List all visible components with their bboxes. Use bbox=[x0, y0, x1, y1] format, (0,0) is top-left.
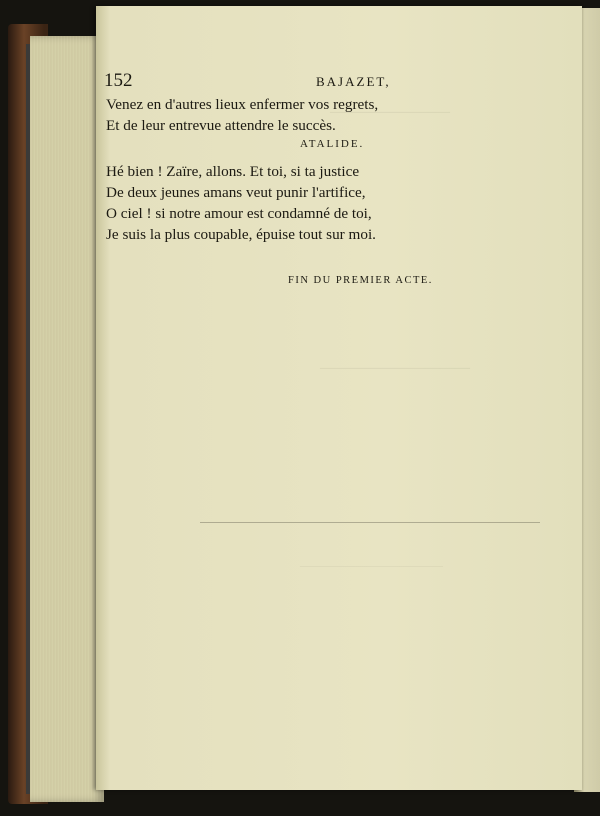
page-edges bbox=[30, 36, 104, 802]
bleed-through-text: —————————— bbox=[320, 360, 470, 376]
verse-line: Et de leur entrevue attendre le succès. bbox=[106, 117, 336, 134]
page-number: 152 bbox=[104, 70, 133, 91]
verse-line: Hé bien ! Zaïre, allons. Et toi, si ta justice bbox=[106, 163, 360, 180]
end-of-act-label: FIN DU PREMIER ACTE. bbox=[288, 275, 433, 286]
footnote-rule-bleed bbox=[200, 522, 540, 523]
bleed-through-text: ———————— bbox=[330, 104, 450, 120]
verse-line: De deux jeunes amans veut punir l'artifice, bbox=[106, 184, 366, 201]
verse-line: O ciel ! si notre amour est condamné de toi, bbox=[106, 205, 372, 222]
bleed-through-text: ————————————— bbox=[300, 560, 443, 572]
verse-line: Je suis la plus coupable, épuise tout sur moi. bbox=[106, 226, 376, 243]
speaker-name: ATALIDE. bbox=[300, 138, 365, 150]
running-head: BAJAZET, bbox=[316, 74, 391, 89]
verse-line: Venez en d'autres lieux enfermer vos regrets, bbox=[106, 96, 379, 113]
